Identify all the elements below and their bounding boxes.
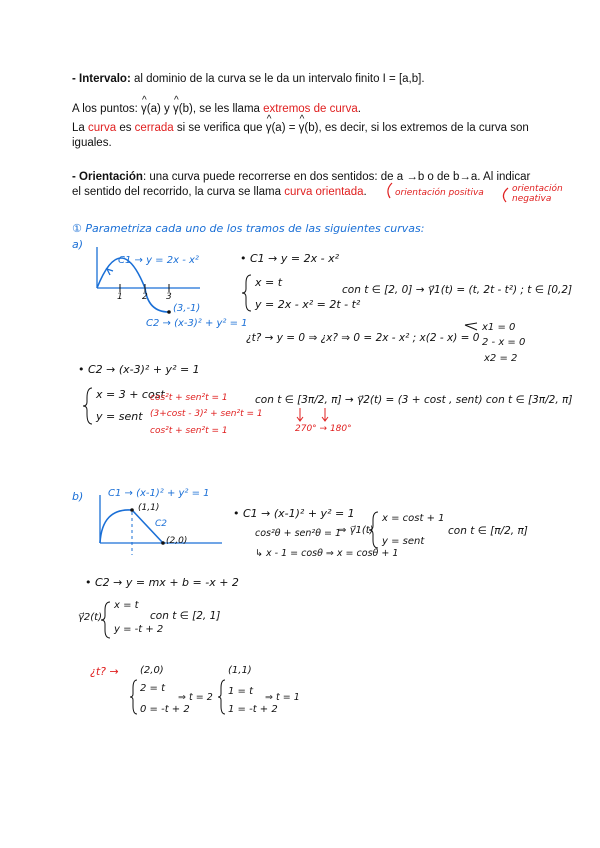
b-resA: ⇒ t = 2 [178, 692, 213, 703]
b-pB2: 1 = -t + 2 [228, 704, 278, 715]
b-pB: (1,1) [228, 665, 252, 676]
b-c2-graph-label: C2 [155, 519, 168, 529]
b-sys2-l1: x = t [114, 600, 139, 611]
b-l1: cos²θ + sen²θ = 1 [255, 528, 342, 539]
cerrada-gb: ^ γ(b) [299, 121, 319, 136]
cerrada-es: es [116, 122, 135, 134]
extremos-mid: y [160, 103, 173, 115]
gamma-a: ^ γ(a) [141, 102, 161, 117]
note-negativa: orientación negativa [512, 184, 563, 204]
b-g2: γ⃗2(t) [78, 612, 103, 623]
a-c1-range: con t ∈ [2, 0] → γ⃗1(t) = (t, 2t - t²) ; t ∈ [0,2] [342, 284, 573, 296]
b-pB1: 1 = t [228, 686, 254, 697]
cerrada-curva: curva [88, 122, 117, 134]
cerrada-ga: ^ γ(a) [266, 121, 286, 136]
a-sys2-l2: y = sent [96, 410, 143, 423]
a-red3: cos²t + sen²t = 1 [150, 426, 228, 436]
cerrada-post: , es decir, si los extremos de la curva son iguales. [72, 122, 529, 149]
extremos-end: . [357, 103, 361, 115]
cerrada-term: cerrada [134, 122, 174, 134]
a-red2: (3+cost - 3)² + sen²t = 1 [150, 409, 263, 419]
cerrada-pre: La [72, 122, 88, 134]
a-c2-head: • C2 → (x-3)² + y² = 1 [78, 363, 200, 376]
gamma-b: ^ γ(b) [173, 102, 193, 117]
a-c1-graph-label: C1 → y = 2x - x² [118, 255, 199, 266]
a-sol1: x1 = 0 [482, 322, 516, 333]
cerrada-eq: = [285, 122, 299, 134]
a-sys1-l1: x = t [255, 276, 283, 289]
b-gamma: ⇒ γ⃗1(t) [338, 525, 374, 536]
b-l2: ↳ x - 1 = cosθ ⇒ x = cosθ + 1 [255, 548, 399, 559]
b-sys-l2: y = sent [382, 536, 425, 547]
b-question: ¿t? → [90, 665, 119, 678]
b-pA1: 2 = t [140, 683, 166, 694]
part-a-label: a) [72, 238, 84, 251]
orientacion-label: - Orientación [72, 171, 143, 183]
tick-1: 1 [117, 292, 123, 302]
orientacion-text: : una curva puede recorrerse en dos sentidos: de a →b o de b→a. Al indicar el sentido del recorrido, la curva se llama [72, 171, 531, 198]
a-sol2: 2 - x = 0 [482, 337, 526, 348]
orientacion-term: curva orientada [284, 186, 364, 198]
part-b-label: b) [72, 490, 84, 503]
b-point11: (1,1) [138, 503, 160, 513]
b-sys-l1: x = cost + 1 [382, 513, 445, 524]
a-point-label: (3,-1) [173, 303, 201, 314]
b-point20: (2,0) [166, 536, 188, 546]
extremos-term: extremos de curva [263, 103, 358, 115]
cerrada-mid: si se verifica que [173, 122, 266, 134]
a-question: ¿t? → y = 0 ⇒ ¿x? ⇒ 0 = 2x - x² ; x(2 - x) = 0 [246, 332, 480, 344]
a-sol3: x2 = 2 [484, 353, 518, 364]
b-pA: (2,0) [140, 665, 164, 676]
b-c1-head: • C1 → (x-1)² + y² = 1 [233, 507, 355, 520]
b-resB: ⇒ t = 1 [265, 692, 300, 703]
b-c2-head: • C2 → y = mx + b = -x + 2 [85, 576, 239, 589]
exercise-heading: ① Parametriza cada uno de los tramos de las siguientes curvas: [72, 222, 425, 235]
tick-3: 3 [166, 292, 172, 302]
b-pA2: 0 = -t + 2 [140, 704, 190, 715]
a-sys2-l1: x = 3 + cost [96, 388, 165, 401]
a-c2-range: con t ∈ [3π/2, π] → γ⃗2(t) = (3 + cost , sent) con t ∈ [3π/2, π] [255, 394, 573, 406]
intervalo-text: al dominio de la curva se le da un intervalo finito I = [a,b]. [130, 73, 425, 85]
intervalo-label: - Intervalo: [72, 73, 131, 85]
orientacion-end: . [363, 186, 367, 198]
a-sys1-l2: y = 2x - x² = 2t - t² [255, 298, 361, 311]
a-c2-graph-label: C2 → (x-3)² + y² = 1 [146, 318, 248, 329]
extremos-pre: A los puntos: [72, 103, 142, 115]
a-red1: cos²t + sen²t = 1 [150, 393, 228, 403]
b-range2: con t ∈ [2, 1] [150, 610, 221, 622]
a-c1-head: • C1 → y = 2x - x² [240, 252, 339, 265]
a-degrees: 270° → 180° [295, 424, 352, 434]
tick-2: 2 [142, 292, 148, 302]
b-c1-graph-label: C1 → (x-1)² + y² = 1 [108, 488, 210, 499]
b-sys2-l2: y = -t + 2 [114, 624, 164, 635]
note-positiva: orientación positiva [395, 188, 484, 198]
extremos-post: , se les llama [192, 103, 264, 115]
b-range: con t ∈ [π/2, π] [448, 525, 528, 537]
